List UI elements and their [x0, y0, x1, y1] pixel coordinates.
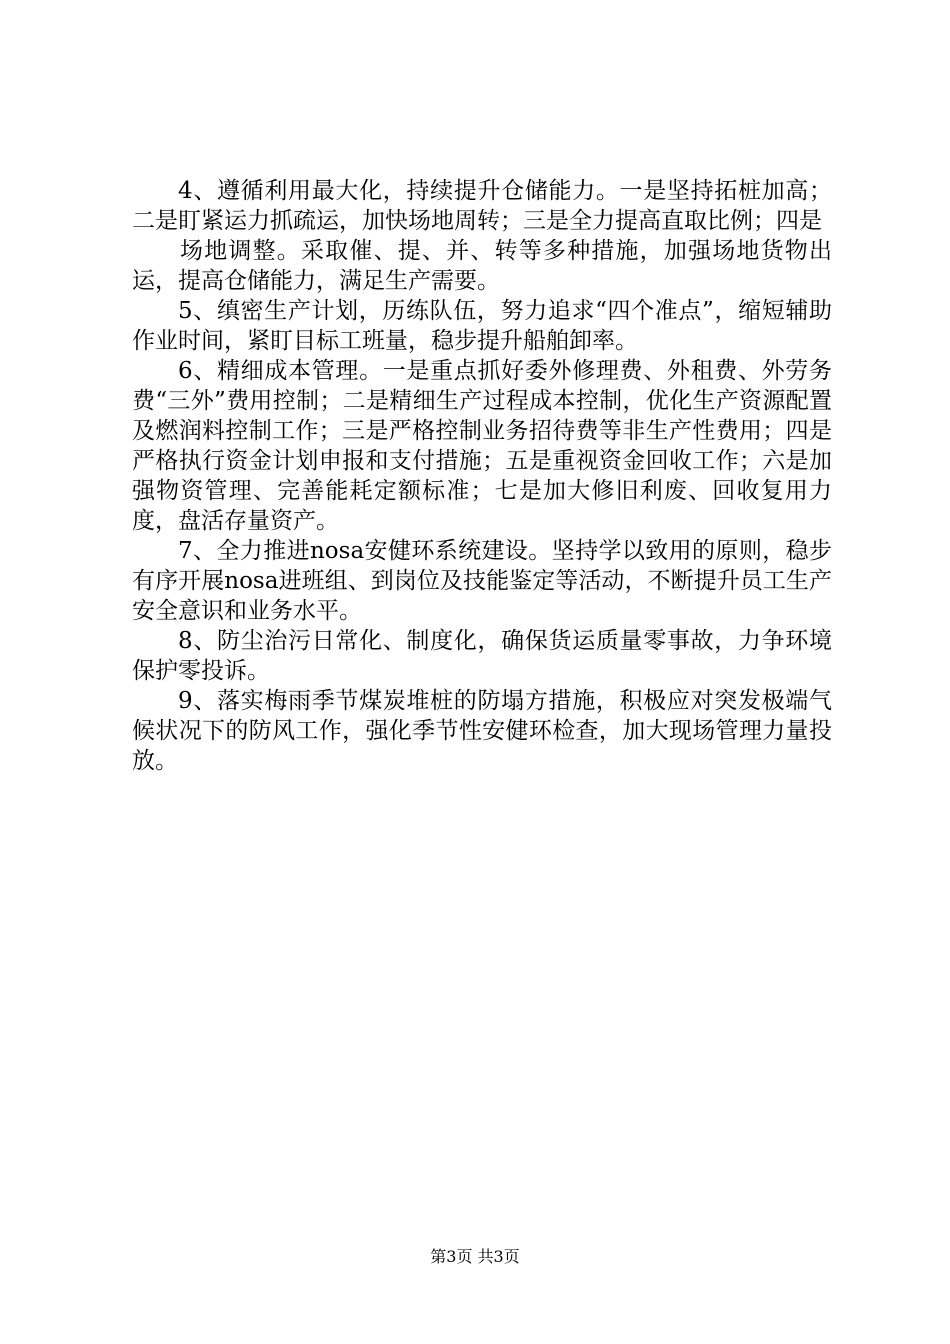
paragraph-item-5: 5、缜密生产计划，历练队伍，努力追求“四个准点”，缩短辅助作业时间，紧盯目标工班量，稳步提升船舶卸率。 — [132, 298, 832, 354]
paragraph-item-7: 7、全力推进nosa安健环系统建设。坚持学以致用的原则，稳步有序开展nosa进班组、到岗位及技能鉴定等活动，不断提升员工生产安全意识和业务水平。 — [132, 538, 832, 624]
paragraph-item-9: 9、落实梅雨季节煤炭堆桩的防塌方措施，积极应对突发极端气候状况下的防风工作，强化季节性安健环检查，加大现场管理力量投放。 — [132, 688, 832, 774]
paragraph-item-6: 6、精细成本管理。一是重点抓好委外修理费、外租费、外劳务费“三外”费用控制；二是精细生产过程成本控制，优化生产资源配置及燃润料控制工作；三是严格控制业务招待费等非生产性费用；四是严格执行资金计划申报和支付措施；五是重视资金回收工作；六是加强物资管理、完善能耗定额标准；七是加大修旧利废、回收复用力度，盘活存量资产。 — [132, 358, 832, 534]
page-number-footer: 第3页 共3页 — [430, 1247, 520, 1266]
paragraph-item-4: 4、遵循利用最大化，持续提升仓储能力。一是坚持拓桩加高；二是盯紧运力抓疏运，加快场地周转；三是全力提高直取比例；四是 — [132, 178, 832, 234]
document-body — [132, 176, 832, 776]
paragraph-item-8: 8、防尘治污日常化、制度化，确保货运质量零事故，力争环境保护零投诉。 — [132, 628, 832, 684]
paragraph-item-4-continued: 场地调整。采取催、提、并、转等多种措施，加强场地货物出运，提高仓储能力，满足生产需要。 — [132, 238, 832, 294]
